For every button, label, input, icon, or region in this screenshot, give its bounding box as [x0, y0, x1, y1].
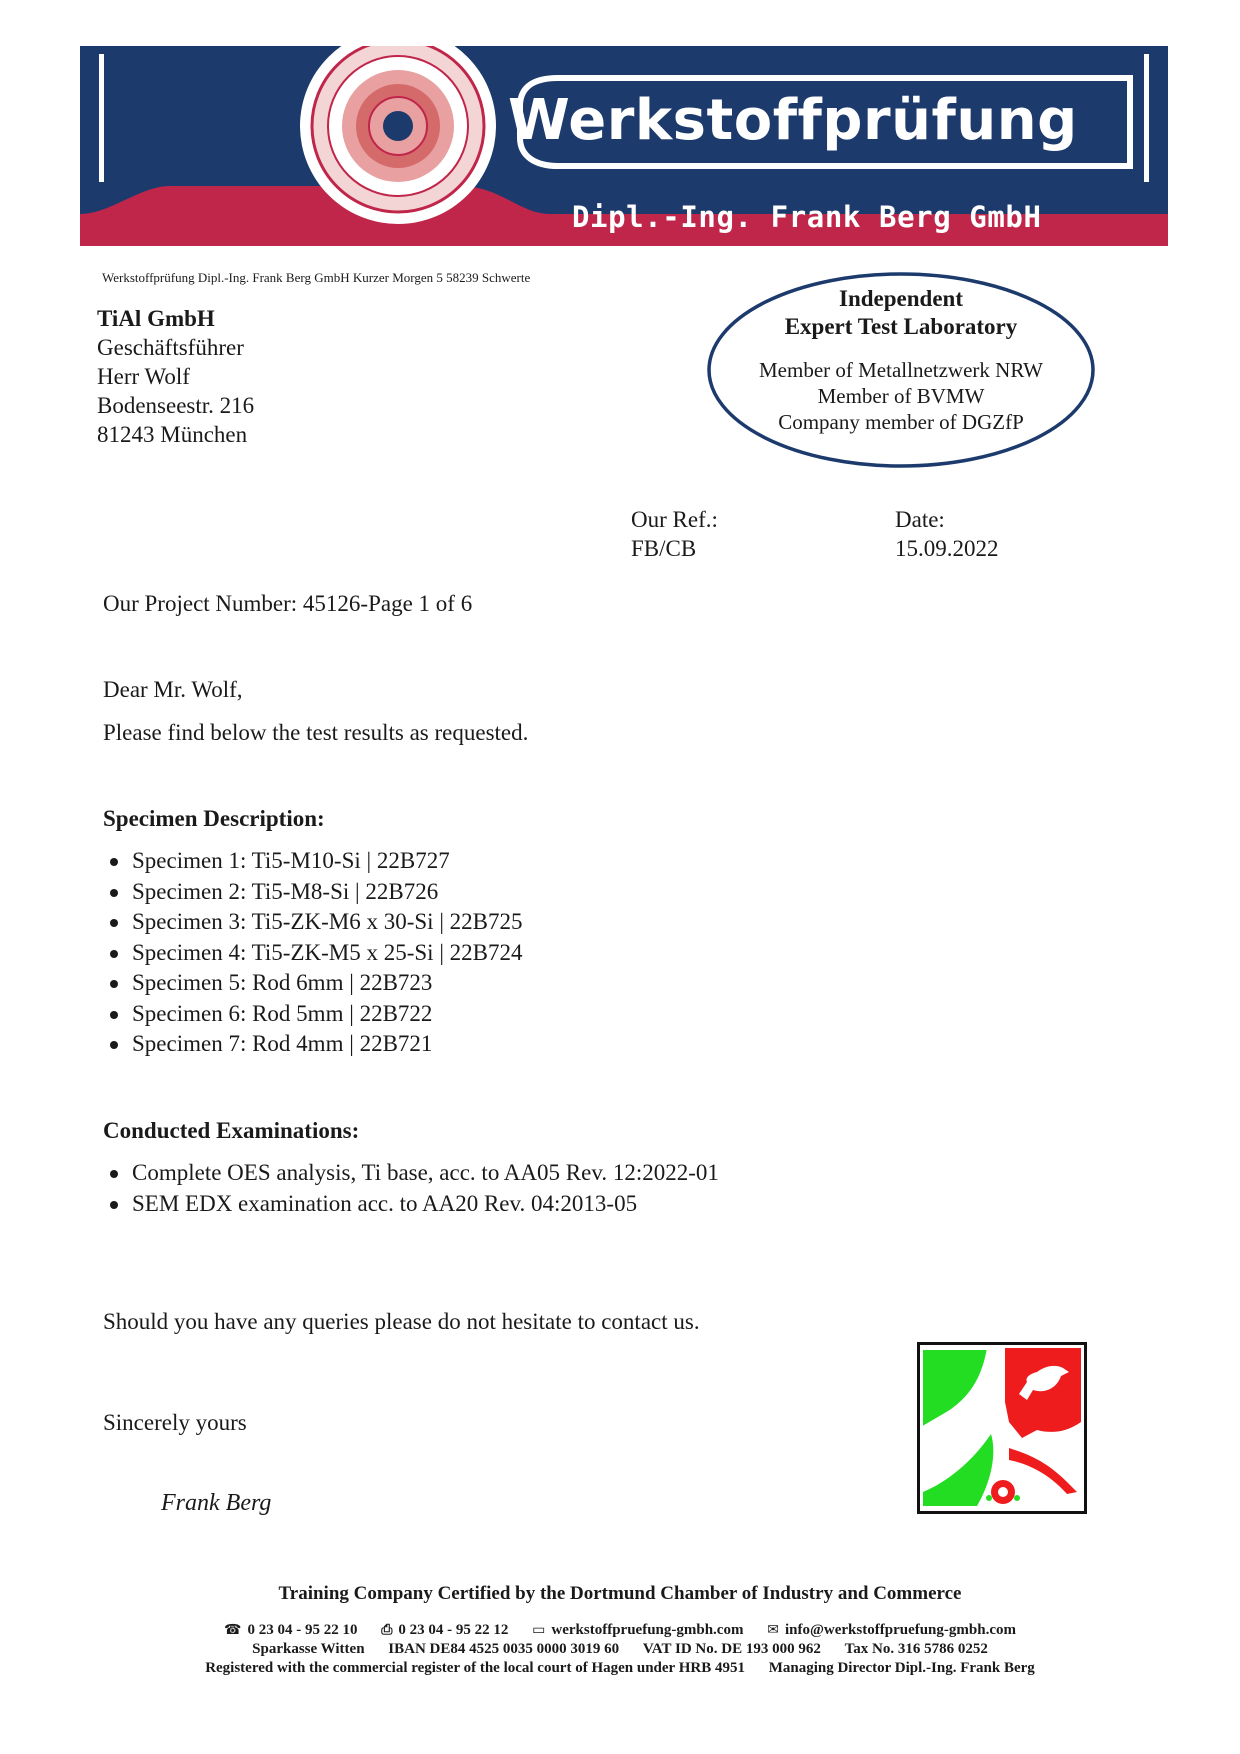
footer-fax: 0 23 04 - 95 22 12 — [398, 1622, 509, 1638]
our-ref — [631, 505, 718, 563]
bullet-icon — [110, 1170, 118, 1178]
list-item: Specimen 4: Ti5-ZK-M5 x 25-Si | 22B724 — [103, 938, 523, 969]
recipient-line: Geschäftsführer — [97, 335, 244, 360]
footer-contact-line — [0, 1622, 1240, 1639]
bullet-icon — [110, 1041, 118, 1049]
lab-seal-text — [705, 285, 1097, 435]
specimen-heading: Specimen Description: — [103, 806, 325, 831]
seal-member: Company member of DGZfP — [778, 410, 1024, 434]
nrw-emblem-icon — [917, 1342, 1087, 1514]
footer-register-line — [0, 1660, 1240, 1677]
seal-heading: Expert Test Laboratory — [784, 314, 1018, 339]
bullet-icon — [110, 919, 118, 927]
fax-icon: ⎙ — [381, 1622, 393, 1638]
footer-director: Managing Director Dipl.-Ing. Frank Berg — [768, 1660, 1035, 1676]
intro-text: Please find below the test results as requested. — [103, 720, 529, 745]
list-item: Specimen 5: Rod 6mm | 22B723 — [103, 968, 523, 999]
signature: Frank Berg — [161, 1490, 272, 1516]
bullet-icon — [110, 1011, 118, 1019]
footer-bank-line — [0, 1641, 1240, 1658]
recipient-company: TiAl GmbH — [97, 306, 215, 331]
brand-title: Werkstoffprüfung — [508, 88, 1078, 153]
recipient-line: 81243 München — [97, 422, 248, 447]
salutation: Dear Mr. Wolf, — [103, 677, 243, 702]
project-number: Our Project Number: 45126-Page 1 of 6 — [103, 591, 473, 616]
list-item: Specimen 3: Ti5-ZK-M6 x 30-Si | 22B725 — [103, 907, 523, 938]
footer-tax: Tax No. 316 5786 0252 — [844, 1641, 988, 1657]
list-item: Complete OES analysis, Ti base, acc. to AA05 Rev. 12:2022-01 — [103, 1158, 719, 1189]
date-label: Date: — [895, 507, 945, 532]
specimen-list — [103, 846, 523, 1060]
bullet-icon — [110, 889, 118, 897]
sender-return-address: Werkstoffprüfung Dipl.-Ing. Frank Berg GmbH Kurzer Morgen 5 58239 Schwerte — [102, 270, 531, 285]
closing-query: Should you have any queries please do not hesitate to contact us. — [103, 1309, 700, 1334]
closing: Sincerely yours — [103, 1410, 247, 1435]
mail-icon: ✉ — [767, 1622, 779, 1638]
recipient-line: Bodenseestr. 216 — [97, 393, 255, 418]
bullet-icon — [110, 980, 118, 988]
list-item: Specimen 1: Ti5-M10-Si | 22B727 — [103, 846, 523, 877]
brand-subtitle: Dipl.-Ing. Frank Berg GmbH — [572, 200, 1042, 234]
footer-web[interactable]: werkstoffpruefung-gmbh.com — [551, 1622, 744, 1638]
list-item: Specimen 7: Rod 4mm | 22B721 — [103, 1029, 523, 1060]
list-item: Specimen 2: Ti5-M8-Si | 22B726 — [103, 877, 523, 908]
seal-member: Member of BVMW — [817, 384, 985, 408]
bullet-icon — [110, 1201, 118, 1209]
our-ref-label: Our Ref.: — [631, 507, 718, 532]
footer-register: Registered with the commercial register of the local court of Hagen under HRB 4951 — [205, 1660, 745, 1676]
bullet-icon — [110, 950, 118, 958]
footer-email[interactable]: info@werkstoffpruefung-gmbh.com — [784, 1622, 1016, 1638]
computer-icon: ▭ — [532, 1622, 546, 1638]
footer-bank: Sparkasse Witten — [252, 1641, 365, 1657]
bullet-icon — [110, 858, 118, 866]
examinations-heading: Conducted Examinations: — [103, 1118, 360, 1143]
footer-vat: VAT ID No. DE 193 000 962 — [642, 1641, 821, 1657]
list-item: SEM EDX examination acc. to AA20 Rev. 04:2013-05 — [103, 1189, 719, 1220]
telephone-icon: ☎ — [224, 1622, 242, 1638]
our-ref-value: FB/CB — [631, 536, 697, 561]
list-item: Specimen 6: Rod 5mm | 22B722 — [103, 999, 523, 1030]
letter-date — [895, 505, 999, 563]
recipient-address — [97, 304, 254, 449]
recipient-line: Herr Wolf — [97, 364, 190, 389]
seal-heading: Independent — [839, 286, 963, 311]
date-value: 15.09.2022 — [895, 536, 999, 561]
footer-phone: 0 23 04 - 95 22 10 — [247, 1622, 358, 1638]
footer-iban: IBAN DE84 4525 0035 0000 3019 60 — [388, 1641, 620, 1657]
certification-line: Training Company Certified by the Dortmund Chamber of Industry and Commerce — [278, 1583, 962, 1604]
examinations-list — [103, 1158, 719, 1219]
seal-member: Member of Metallnetzwerk NRW — [759, 358, 1043, 382]
